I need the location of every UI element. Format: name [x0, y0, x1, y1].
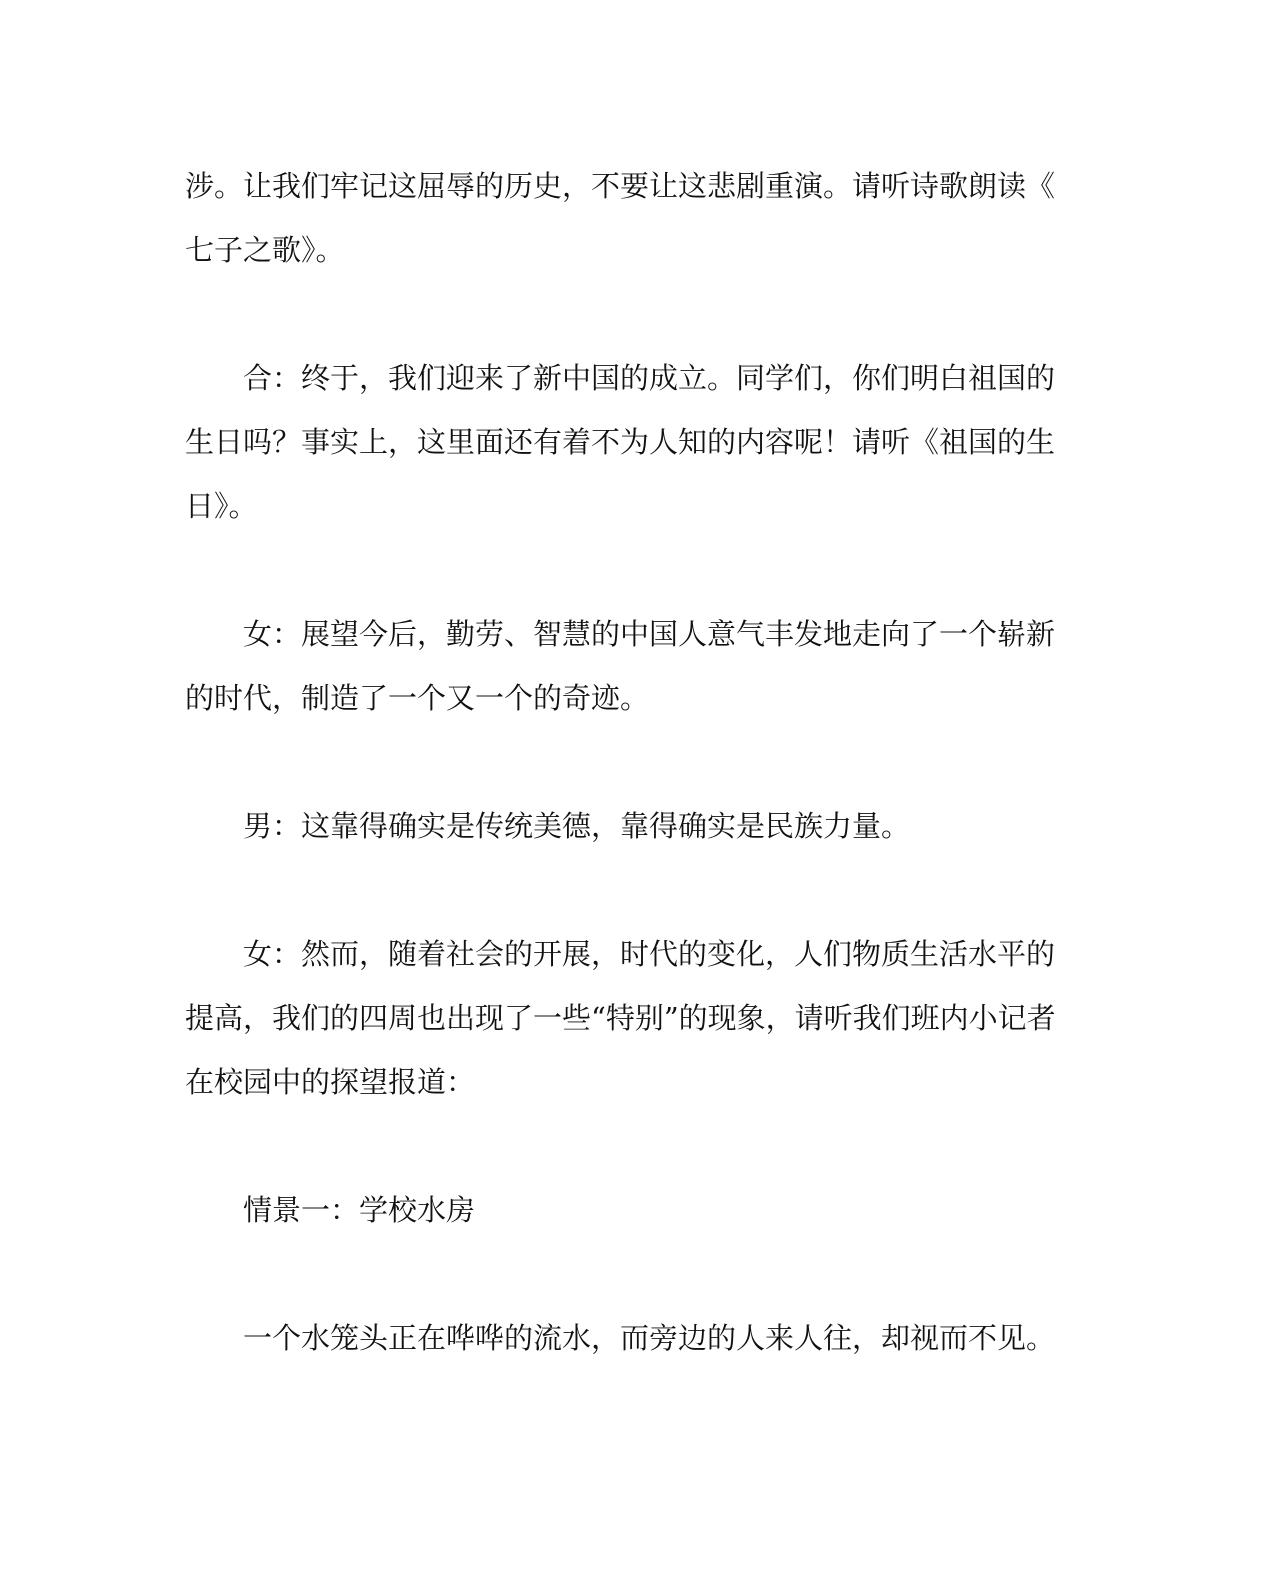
scene-heading: 情景一：学校水房	[243, 1193, 476, 1227]
paragraph-3-line-2: 的时代，制造了一个又一个的奇迹。	[185, 681, 650, 715]
paragraph-5-line-3: 在校园中的探望报道：	[185, 1065, 476, 1099]
scene-description: 一个水笼头正在哗哗的流水，而旁边的人来人往，却视而不见。	[243, 1321, 1056, 1355]
paragraph-5-line-2: 提高，我们的四周也出现了一些“特别”的现象，请听我们班内小记者	[185, 1001, 1056, 1035]
paragraph-1-line-1: 涉。让我们牢记这屈辱的历史，不要让这悲剧重演。请听诗歌朗读《	[185, 169, 1056, 203]
paragraph-2-line-3: 日》。	[185, 489, 258, 523]
paragraph-5-line-1: 女：然而，随着社会的开展，时代的变化，人们物质生活水平的	[243, 937, 1056, 971]
paragraph-4-line-1: 男：这靠得确实是传统美德，靠得确实是民族力量。	[243, 809, 911, 843]
paragraph-2-line-2: 生日吗？事实上，这里面还有着不为人知的内容呢！请听《祖国的生	[185, 425, 1056, 459]
paragraph-2-line-1: 合：终于，我们迎来了新中国的成立。同学们，你们明白祖国的	[243, 361, 1056, 395]
paragraph-3-line-1: 女：展望今后，勤劳、智慧的中国人意气丰发地走向了一个崭新	[243, 617, 1056, 651]
paragraph-1-line-2: 七子之歌》。	[185, 233, 345, 267]
